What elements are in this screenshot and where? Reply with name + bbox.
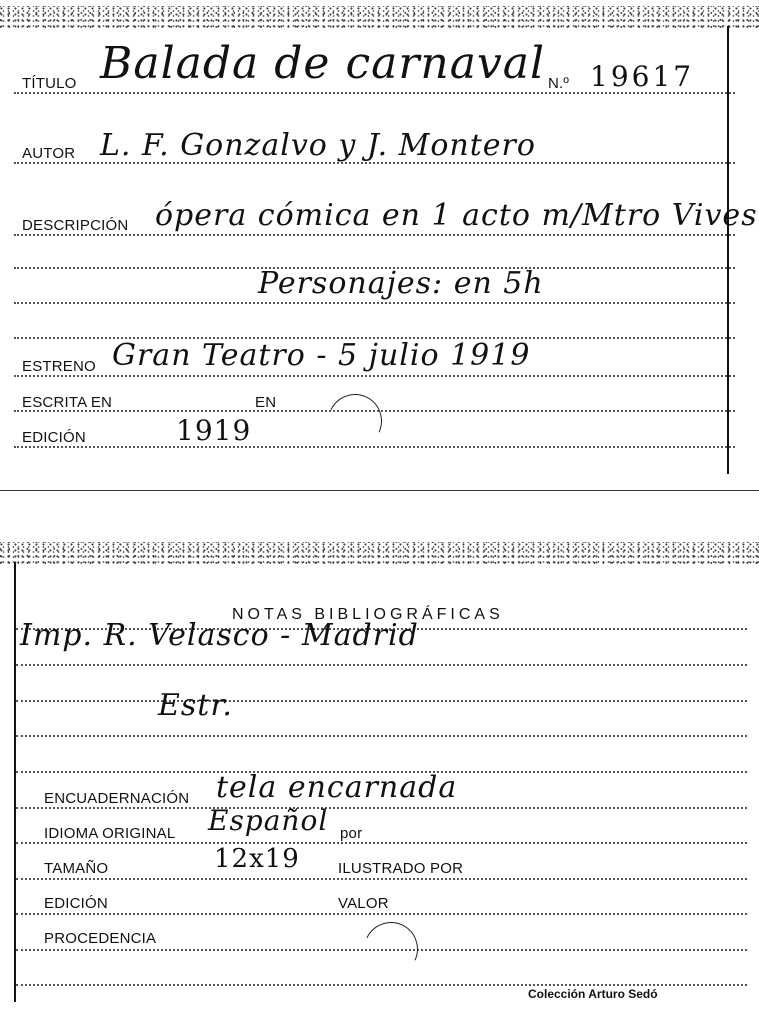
edicion-label: EDICIÓN xyxy=(44,895,108,912)
ruled-line xyxy=(16,984,747,986)
en-label: EN xyxy=(255,394,277,411)
edicion-label: EDICIÓN xyxy=(22,429,86,446)
escrita-en-label: ESCRITA EN xyxy=(22,394,113,411)
encuadernacion-value: tela encarnada xyxy=(216,770,458,805)
ruled-line xyxy=(16,735,747,737)
tamano-label: TAMAÑO xyxy=(44,860,109,877)
numero-label: N.º xyxy=(548,75,570,92)
catalog-card-bottom xyxy=(0,540,759,1028)
stamp-mark xyxy=(356,914,425,983)
titulo-value: Balada de carnaval xyxy=(100,38,546,89)
ruled-line xyxy=(16,664,747,666)
ruled-line xyxy=(16,807,747,809)
ruled-line xyxy=(14,302,735,304)
estreno-value: Gran Teatro - 5 julio 1919 xyxy=(112,338,531,373)
personajes-value: Personajes: en 5h xyxy=(258,266,544,301)
ilustrado-label: ILUSTRADO POR xyxy=(338,860,464,877)
note-line-1: Imp. R. Velasco - Madrid xyxy=(20,618,419,653)
ruled-line xyxy=(16,700,747,702)
collection-footer: Colección Arturo Sedó xyxy=(528,987,658,1001)
note-line-2: Estr. xyxy=(158,688,233,723)
ruled-line xyxy=(16,913,747,915)
idioma-value: Español xyxy=(208,804,329,837)
ruled-line xyxy=(16,842,747,844)
ruled-line xyxy=(14,375,735,377)
card-top-edge xyxy=(0,6,759,28)
encuadernacion-label: ENCUADERNACIÓN xyxy=(44,790,190,807)
autor-label: AUTOR xyxy=(22,145,76,162)
estreno-label: ESTRENO xyxy=(22,358,96,375)
catalog-card-top xyxy=(0,0,759,500)
ruled-line xyxy=(16,878,747,880)
valor-label: VALOR xyxy=(338,895,389,912)
por-label: por xyxy=(340,825,363,842)
procedencia-label: PROCEDENCIA xyxy=(44,930,157,947)
card-bottom-border xyxy=(0,490,759,491)
tamano-value: 12x19 xyxy=(214,844,300,874)
autor-value: L. F. Gonzalvo y J. Montero xyxy=(100,128,536,163)
card-bottom-edge xyxy=(0,542,759,564)
ruled-line xyxy=(14,446,735,448)
ruled-line xyxy=(14,234,735,236)
titulo-label: TÍTULO xyxy=(22,75,77,92)
idioma-label: IDIOMA ORIGINAL xyxy=(44,825,176,842)
notas-heading: NOTAS BIBLIOGRÁFICAS xyxy=(232,606,504,623)
edicion-value: 1919 xyxy=(176,414,252,447)
descripcion-label: DESCRIPCIÓN xyxy=(22,217,129,234)
numero-value: 19617 xyxy=(590,60,695,93)
descripcion-value: ópera cómica en 1 acto m/Mtro Vives xyxy=(155,198,758,233)
